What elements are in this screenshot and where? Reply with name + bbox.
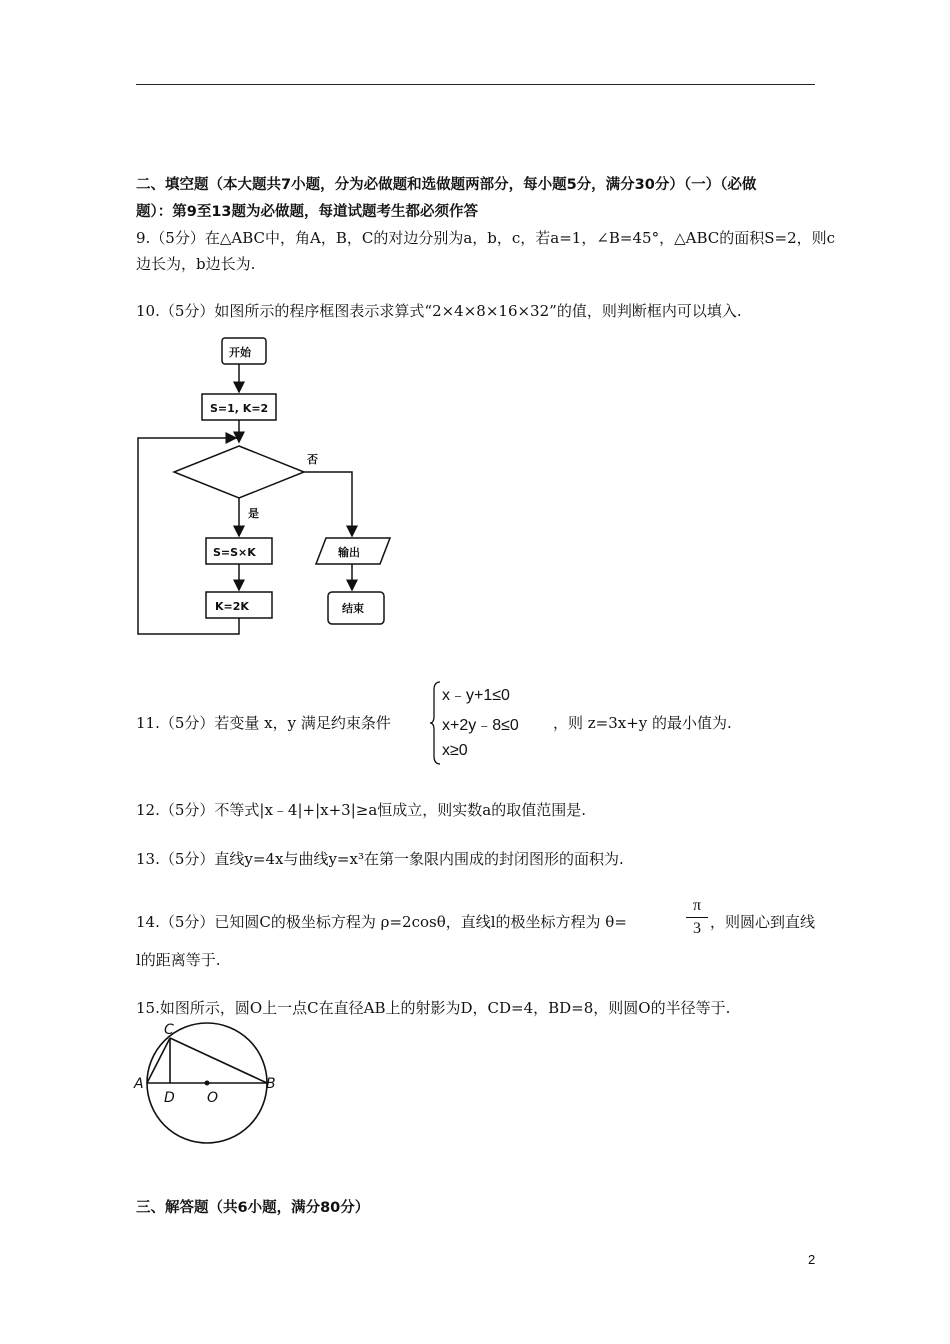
page-number: 2 [808, 1252, 816, 1267]
constraint-system [430, 680, 560, 766]
double-label: K=2K [215, 600, 249, 613]
no-label: 否 [307, 453, 318, 466]
q14-line1-suffix: ，则圆心到直线 [710, 913, 816, 931]
q14-line1-prefix: 14.（5分）已知圆C的极坐标方程为 ρ=2cosθ，直线l的极坐标方程为 θ= [136, 913, 627, 931]
frac-numerator: π [692, 897, 702, 914]
q15-text: 15.如图所示，圆O上一点C在直径AB上的射影为D，CD=4，BD=8，则圆O的半径等于. [136, 999, 731, 1017]
q12-text: 12.（5分）不等式|x﹣4|+|x+3|≥a恒成立，则实数a的取值范围是. [136, 801, 586, 819]
label-O: O [207, 1090, 219, 1106]
left-brace [430, 680, 442, 766]
label-C: C [164, 1022, 174, 1038]
end-label: 结束 [342, 602, 364, 615]
yes-label: 是 [248, 507, 259, 520]
constraint-1: x﹣y+1≤0 [442, 687, 510, 704]
q13-text: 13.（5分）直线y=4x与曲线y=x³在第一象限内围成的封闭图形的面积为. [136, 850, 624, 868]
constraint-2: x+2y﹣8≤0 [442, 717, 519, 734]
start-label: 开始 [229, 346, 251, 359]
q11-prefix: 11.（5分）若变量 x，y 满足约束条件 [136, 714, 391, 732]
frac-denominator: 3 [693, 920, 701, 937]
q10-text: 10.（5分）如图所示的程序框图表示求算式“2×4×8×16×32”的值，则判断框内可以填入. [136, 302, 742, 320]
section2-heading-line2: 题）：第9至13题为必做题，每道试题考生都必须作答 [136, 204, 479, 220]
init-label: S=1, K=2 [210, 402, 269, 415]
output-label: 输出 [338, 546, 360, 559]
label-B: B [266, 1076, 276, 1092]
label-D: D [164, 1090, 175, 1106]
q14-line2: l的距离等于. [136, 951, 221, 969]
q9-line2: 边长为，b边长为. [136, 255, 256, 273]
header-rule [136, 84, 815, 85]
section3-heading: 三、解答题（共6小题，满分80分） [136, 1200, 370, 1216]
q9-line1: 9.（5分）在△ABC中，角A，B，C的对边分别为a，b，c，若a=1，∠B=45°，△ABC的面积S=2，则c [136, 229, 836, 247]
section2-heading-line1: 二、填空题（本大题共7小题，分为必做题和选做题两部分，每小题5分，满分30分）（一）（必做 [136, 177, 757, 193]
constraint-3: x≥0 [442, 742, 468, 759]
q11-suffix: ，则 z=3x+y 的最小值为. [553, 714, 732, 732]
decision-diamond [174, 446, 304, 498]
flowchart [130, 330, 400, 640]
multiply-label: S=S×K [213, 546, 256, 559]
circle-figure [130, 1020, 280, 1150]
label-A: A [134, 1076, 144, 1092]
pi-over-3-fraction [686, 896, 708, 939]
